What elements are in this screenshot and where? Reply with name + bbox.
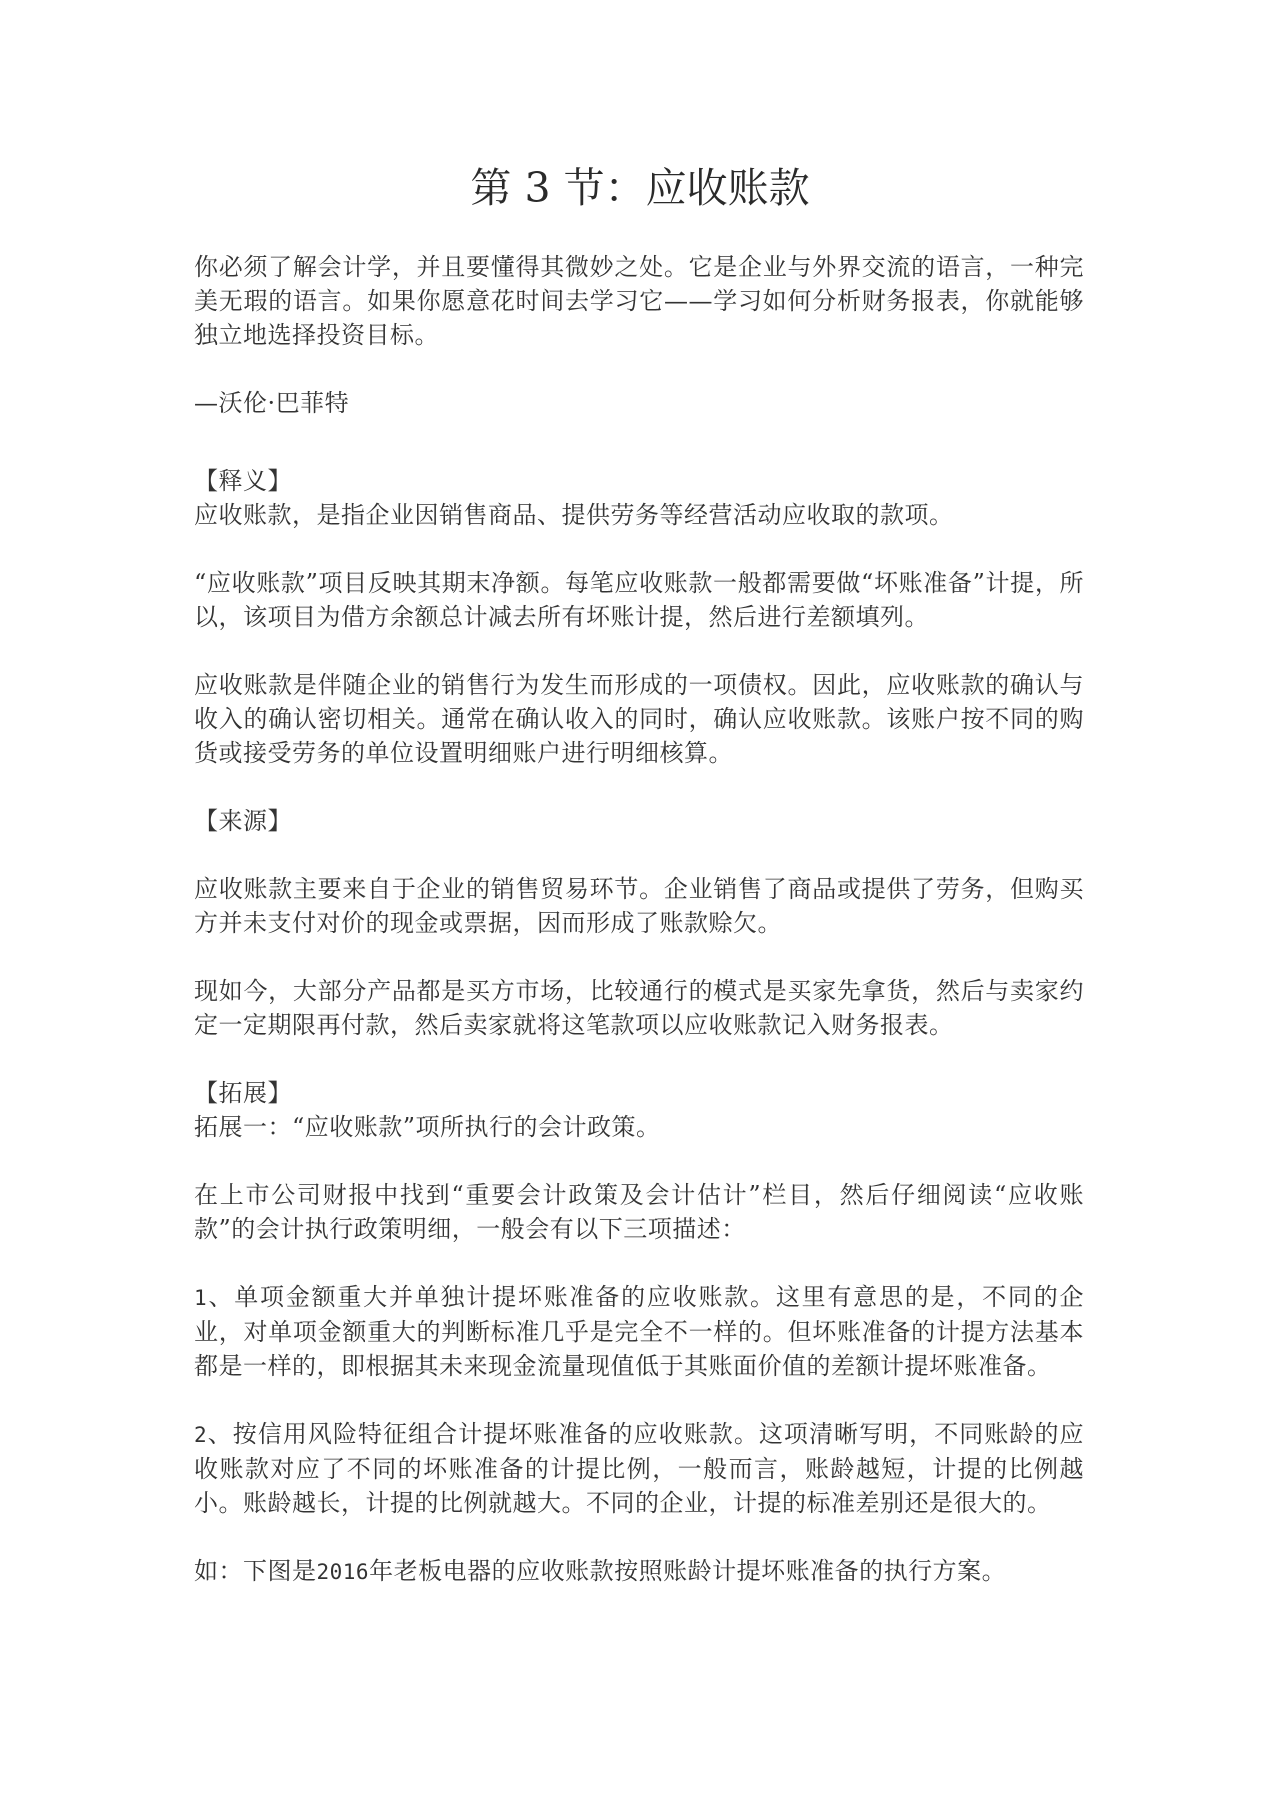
quote-text: 你必须了解会计学，并且要懂得其微妙之处。它是企业与外界交流的语言，一种完美无瑕的语言。如果你愿意花时间去学习它——学习如何分析财务报表，你就能够独立地选择投资目标。 xyxy=(194,253,1084,349)
definition-paragraph-2: “应收账款”项目反映其期末净额。每笔应收账款一般都需要做“坏账准备”计提，所以，该项目为借方余额总计减去所有坏账计提，然后进行差额填列。 xyxy=(194,569,1084,631)
extension-subheading: 拓展一：“应收账款”项所执行的会计政策。 xyxy=(194,1113,661,1141)
extension-heading: 【拓展】 xyxy=(194,1079,292,1107)
example-year: 2016 xyxy=(316,1560,370,1584)
source-heading: 【来源】 xyxy=(194,807,292,835)
extension-example xyxy=(194,1554,1084,1589)
page-title: 第 3 节：应收账款 xyxy=(470,164,810,212)
source-paragraph-1: 应收账款主要来自于企业的销售贸易环节。企业销售了商品或提供了劳务，但购买方并未支付对价的现金或票据，因而形成了账款赊欠。 xyxy=(194,875,1084,937)
extension-item-2 xyxy=(194,1417,1084,1520)
item-2-text: 、按信用风险特征组合计提坏账准备的应收账款。这项清晰写明，不同账龄的应收账款对应了不同的坏账准备的计提比例，一般而言，账龄越短，计提的比例越小。账龄越长，计提的比例就越大。不同的企业，计提的标准差别还是很大的。 xyxy=(194,1420,1084,1517)
document-body xyxy=(194,250,1084,1589)
item-2-number: 2 xyxy=(194,1423,208,1447)
source-paragraph-2: 现如今，大部分产品都是买方市场，比较通行的模式是买家先拿货，然后与卖家约定一定期限再付款，然后卖家就将这笔款项以应收账款记入财务报表。 xyxy=(194,977,1084,1039)
definition-paragraph-1: 应收账款，是指企业因销售商品、提供劳务等经营活动应收取的款项。 xyxy=(194,501,954,529)
extension-item-1 xyxy=(194,1280,1084,1383)
definition-paragraph-3: 应收账款是伴随企业的销售行为发生而形成的一项债权。因此，应收账款的确认与收入的确认密切相关。通常在确认收入的同时，确认应收账款。该账户按不同的购货或接受劳务的单位设置明细账户进行明细核算。 xyxy=(194,671,1084,767)
quote-author: —沃伦·巴菲特 xyxy=(194,389,350,417)
definition-heading: 【释义】 xyxy=(194,467,292,495)
item-1-number: 1 xyxy=(194,1286,208,1310)
item-1-text: 、单项金额重大并单独计提坏账准备的应收账款。这里有意思的是，不同的企业，对单项金额重大的判断标准几乎是完全不一样的。但坏账准备的计提方法基本都是一样的，即根据其未来现金流量现值低于其账面价值的差额计提坏账准备。 xyxy=(194,1283,1084,1380)
example-prefix: 如：下图是 xyxy=(194,1557,317,1585)
example-suffix: 年老板电器的应收账款按照账龄计提坏账准备的执行方案。 xyxy=(369,1557,1007,1585)
extension-paragraph-1: 在上市公司财报中找到“重要会计政策及会计估计”栏目，然后仔细阅读“应收账款”的会计执行政策明细，一般会有以下三项描述： xyxy=(194,1181,1084,1243)
